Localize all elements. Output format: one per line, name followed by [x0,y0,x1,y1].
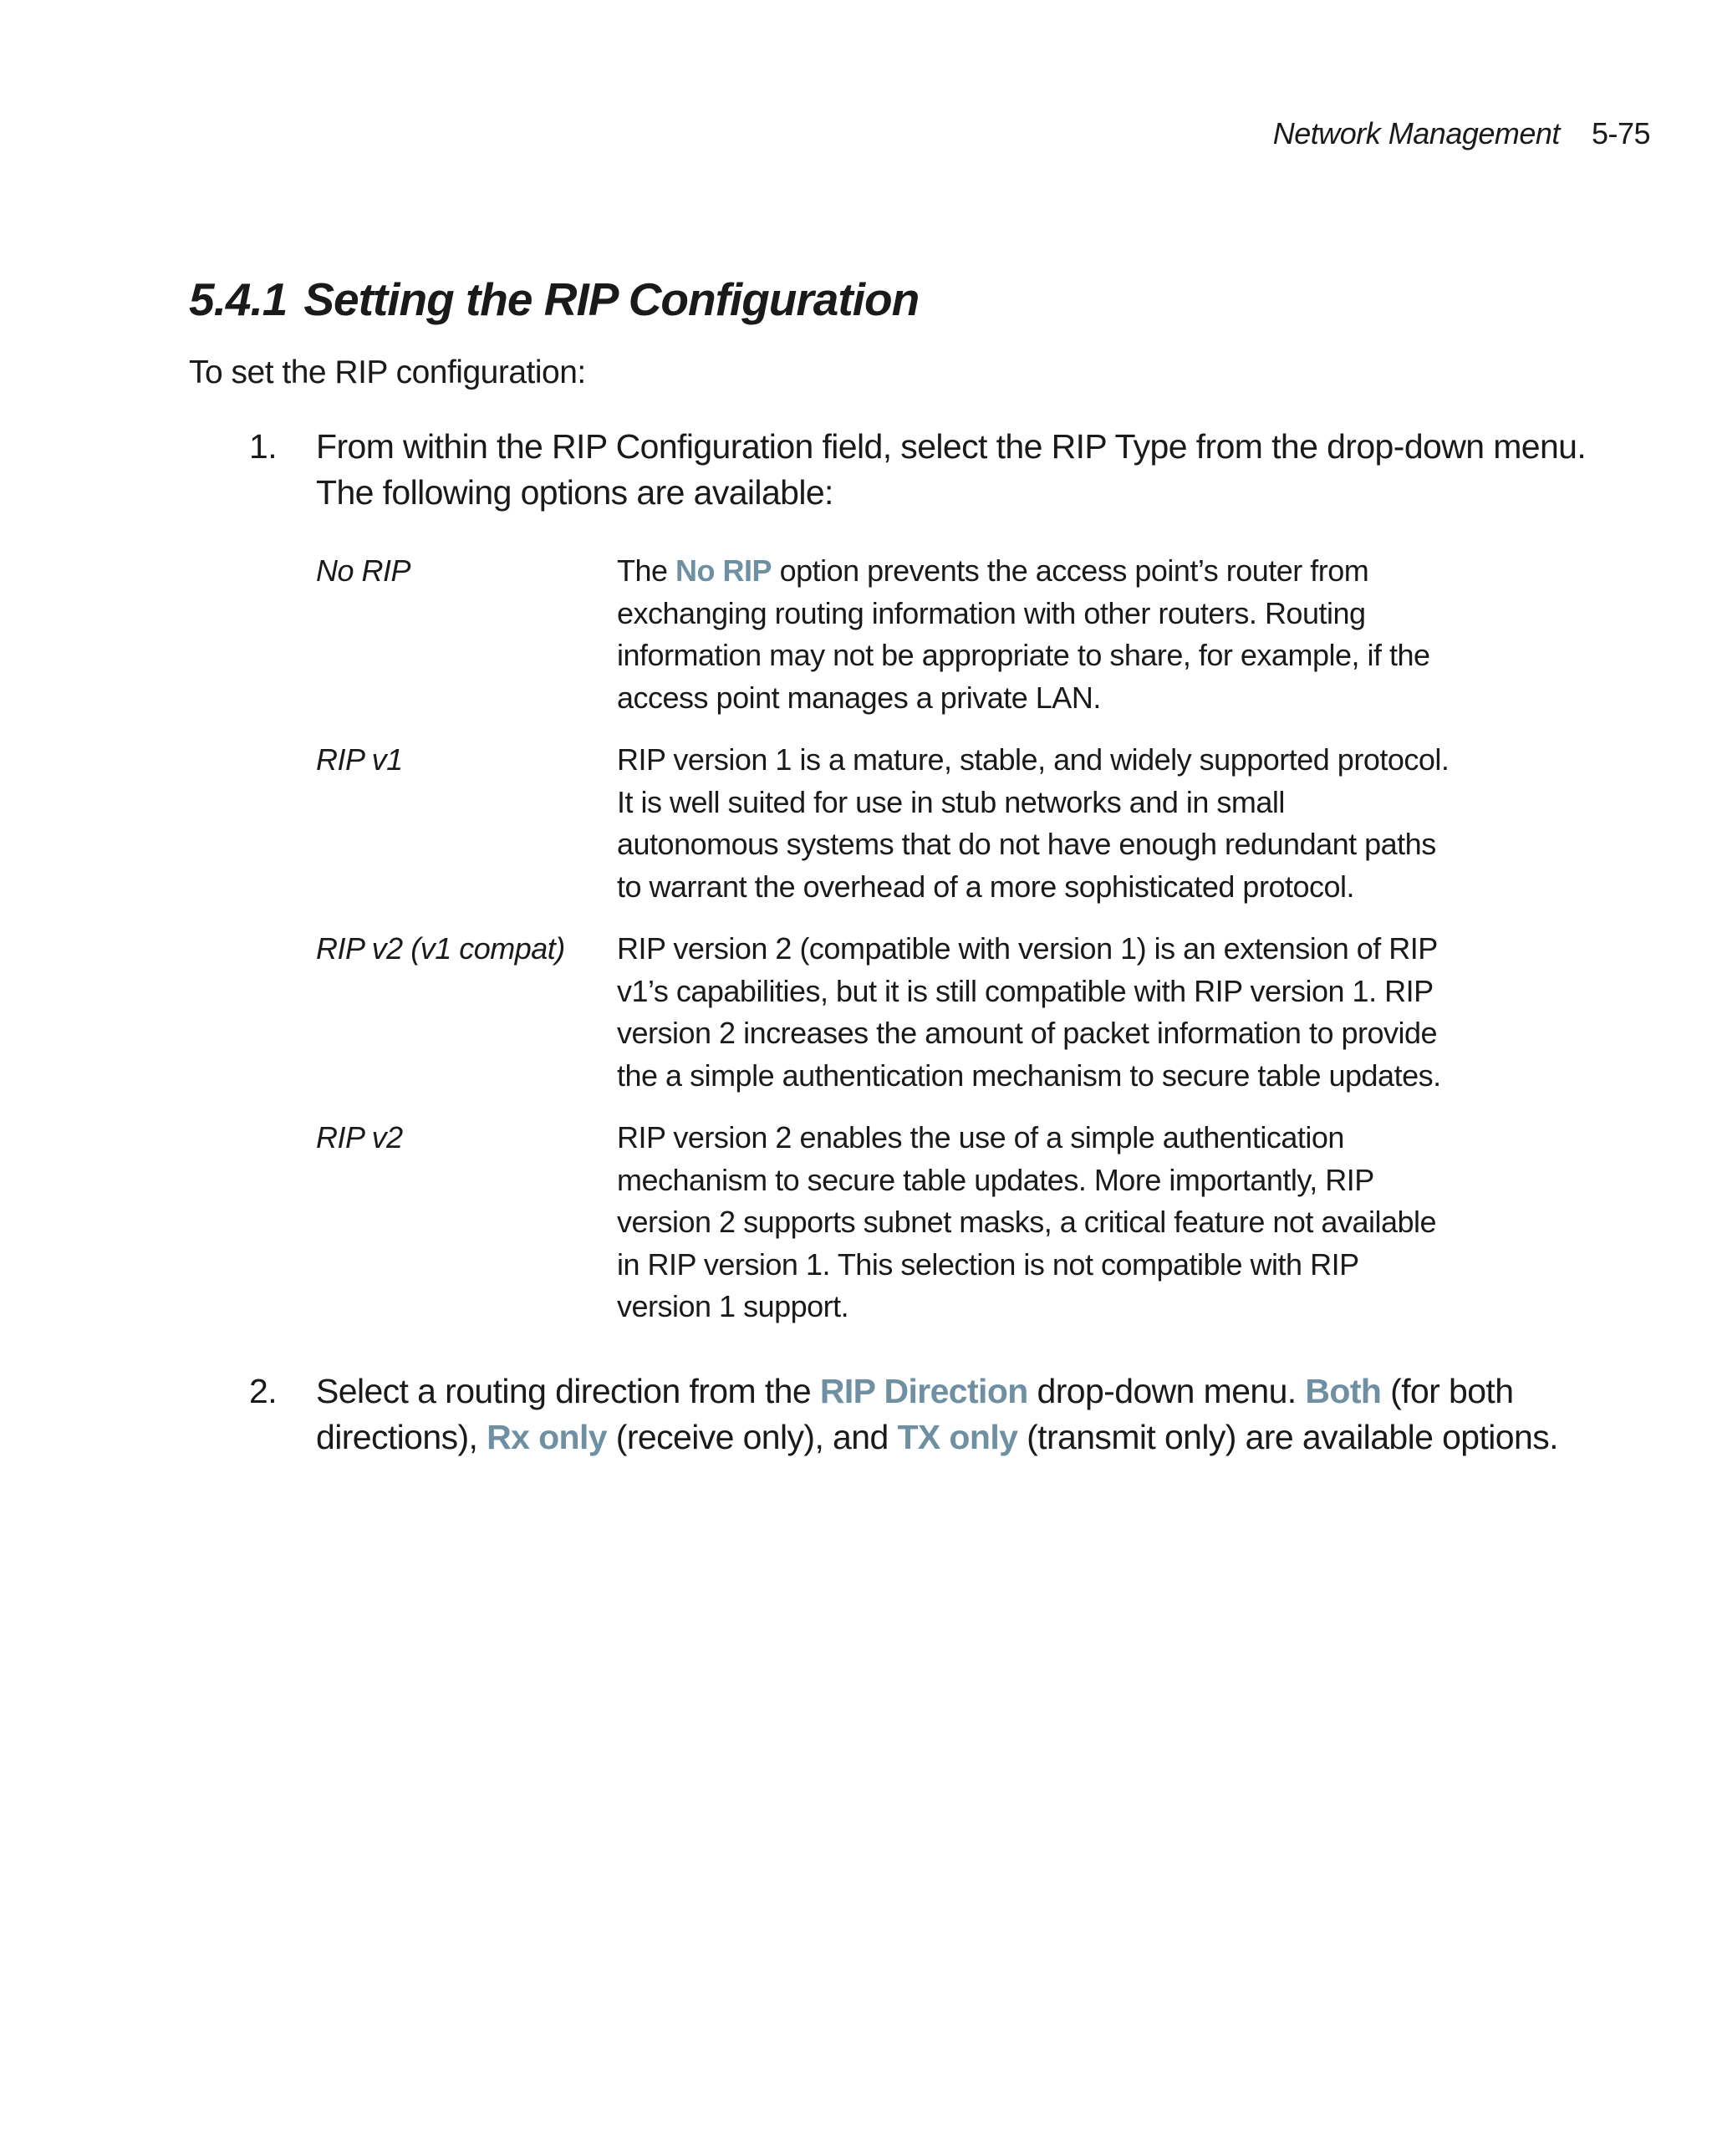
page-number: 5-75 [1591,116,1650,150]
step-text-part: (for both directions), [316,1372,1514,1456]
option-term: No RIP [316,553,411,588]
step-2 [249,1369,1603,1460]
option-term: RIP v2 [316,1120,403,1154]
option-term: RIP v1 [316,742,403,777]
step-1 [249,424,1603,516]
option-term: RIP v2 (v1 compat) [316,931,565,966]
ui-term-no-rip: No RIP [675,553,772,588]
option-description: RIP version 1 is a mature, stable, and widely supported protocol. It is well suited for use in stub networks and in small autonomous systems that do not have enough redundant paths to warrant the overhead of a more sophisticated protocol. [617,742,1450,904]
step-number: 2. [249,1372,277,1410]
running-header [1273,114,1650,154]
ui-term-rx-only: Rx only [487,1418,607,1456]
step-text [316,1369,1603,1460]
header-section-name: Network Management [1272,116,1560,150]
step-number: 1. [249,427,277,466]
desc-text: option prevents the access point’s router from exchanging routing information with other routers. Routing information may not be appropriate to share, for example, if the access point manages a private LAN. [617,553,1430,715]
step-text-part: Select a routing direction from the [316,1372,820,1410]
intro-text: To set the RIP configuration: [189,354,586,390]
step-text: From within the RIP Configuration field, select the RIP Type from the drop-down menu. The following options are available: [316,427,1587,512]
option-description: RIP version 2 enables the use of a simple authentication mechanism to secure table updates. More importantly, RIP version 2 supports subnet masks, a critical feature not available in RIP version 1. This selection is not compatible with RIP version 1 support. [617,1120,1437,1323]
step-text-part: drop-down menu. [1027,1372,1306,1410]
step-text-part: (receive only), and [607,1418,898,1456]
ui-term-both: Both [1305,1372,1382,1410]
section-title: Setting the RIP Configuration [303,273,920,325]
ui-term-rip-direction: RIP Direction [819,1372,1028,1410]
section-number: 5.4.1 [189,273,288,325]
ui-term-tx-only: TX only [897,1418,1018,1456]
section-heading [189,269,919,329]
desc-text: The [617,553,676,588]
option-description [617,550,1453,719]
option-description: RIP version 2 (compatible with version 1) is an extension of RIP v1’s capabilities, but it is still compatible with RIP version 1. RIP version 2 increases the amount of packet information to provide the a simple authentication mechanism to secure table updates. [617,931,1441,1093]
step-text-part: (transmit only) are available options. [1017,1418,1558,1456]
